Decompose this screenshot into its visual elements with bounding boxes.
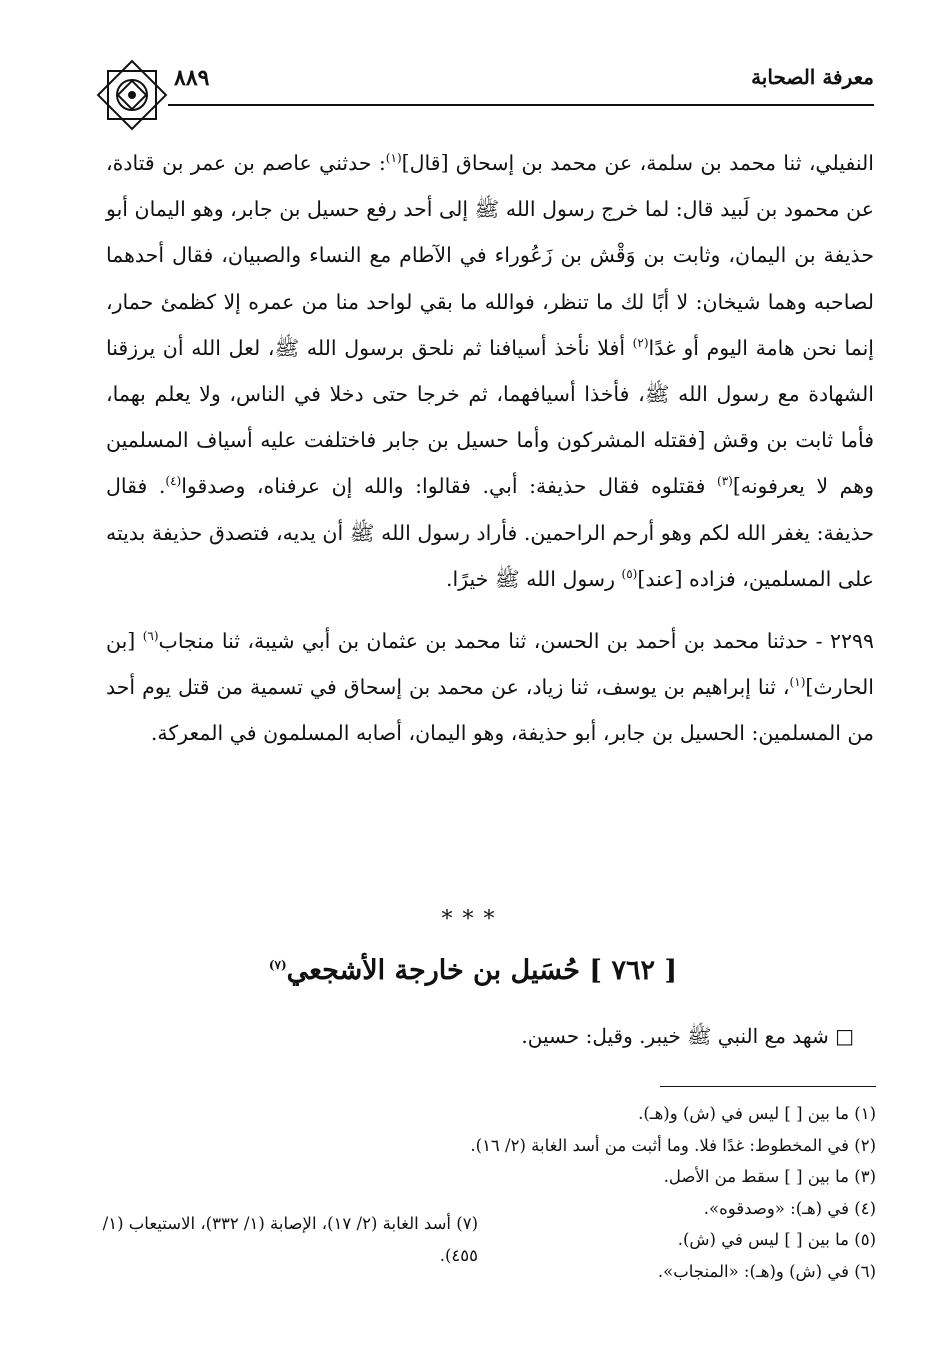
main-text	[106, 140, 874, 757]
paragraph-2299	[106, 618, 874, 757]
page-header	[92, 55, 874, 105]
footnote-7: (٧) أسد الغابة (٢/ ١٧)، الإصابة (١/ ٣٣٢)، الاستيعاب (١/ ٤٥٥).	[102, 1214, 478, 1265]
text-run: ٢٢٩٩ - حدثنا محمد بن أحمد بن الحسن، ثنا محمد بن عثمان بن أبي شيبة، ثنا منجاب	[158, 629, 874, 654]
page-number: ٨٨٩	[174, 65, 210, 91]
footnotes-column-left	[98, 1208, 478, 1271]
text-run: النفيلي، ثنا محمد بن سلمة، عن محمد بن إسحاق [قال]	[401, 151, 874, 175]
paragraph-1	[106, 140, 874, 602]
footnotes-column-right	[456, 1098, 876, 1288]
text-run: : حدثني عاصم بن عمر بن قتادة، عن محمود بن لَبيد قال: لما خرج رسول الله ﷺ إلى أحد رفع حسيل بن جابر، وهو اليمان أبو حذيفة بن اليمان، وثابت بن وَقْش بن زَعُوراء في الآطام مع النساء والصبيان، فقال أحدهما لصاحبه وهما شيخان: لا أبًا لك ما تنظر، فوالله ما بقي لواحد منا من عمره إلا كظمئ حمار، إنما نحن هامة اليوم أو غدًا	[106, 151, 875, 360]
running-title: معرفة الصحابة	[751, 65, 874, 89]
entry-text: □ شهد مع النبي ﷺ خيبر. وقيل: حسين.	[521, 1024, 854, 1048]
entry-heading	[0, 955, 946, 986]
text-run: فقتلوه فقال حذيفة: أبي. فقالوا: والله إن عرفناه، وصدقوا	[181, 474, 717, 499]
footnote-5: (٥) ما بين [ ] ليس في (ش).	[677, 1230, 876, 1250]
footnote-6: (٦) في (ش) و(هـ): «المنجاب».	[657, 1261, 876, 1281]
header-rule	[168, 104, 874, 106]
text-run: رسول الله ﷺ خيرًا.	[446, 566, 622, 591]
footnote-3: (٣) ما بين [ ] سقط من الأصل.	[663, 1167, 876, 1187]
footnote-ref-3: (٣)	[717, 474, 733, 489]
text-run: أفلا نأخذ أسيافنا ثم نلحق برسول الله ﷺ، لعل الله أن يرزقنا الشهادة مع رسول الله ﷺ، فأخذا أسيافهما، ثم خرجا حتى دخلا في الناس، ولا يعلم بهما، فأما ثابت بن وقش [فقتله المشركون وأما حسيل بن جابر فاختلفت عليه أسياف المسلمين وهم لا يعرفونه]	[106, 335, 874, 499]
footnote-ref-4: (٤)	[165, 474, 182, 489]
entry-title: [ ٧٦٢ ] حُسَيل بن خارجة الأشجعي	[286, 955, 678, 986]
footnote-2: (٢) في المخطوط: غدًا فلا. وما أثبت من أسد الغابة (٢/ ١٦).	[470, 1135, 876, 1155]
text-run: [بن الحارث]	[106, 629, 874, 700]
footnote-ref-6: (٦)	[142, 629, 159, 644]
footnote-4: (٤) في (هـ): «وصدقوه».	[703, 1198, 876, 1218]
section-separator: ***	[441, 907, 505, 932]
footnote-ref-1: (١)	[385, 151, 402, 166]
footnote-ref-7: (٧)	[268, 958, 287, 972]
text-run: . فقال حذيفة: يغفر الله لكم وهو أرحم الراحمين. فأراد رسول الله ﷺ أن يديه، فتصدق حذيفة بديته على المسلمين، فزاده [عند]	[106, 474, 874, 591]
footnote-rule	[660, 1086, 876, 1087]
footnote-ref-1b: (١)	[789, 675, 806, 690]
octagram-ornament-icon	[94, 57, 170, 133]
footnote-1: (١) ما بين [ ] ليس في (ش) و(هـ).	[638, 1104, 876, 1123]
text-run: ، ثنا إبراهيم بن يوسف، ثنا زياد، عن محمد بن إسحاق في تسمية من قتل يوم أحد من المسلمين: الحسيل بن جابر، أبو حذيفة، وهو اليمان، أصابه المسلمون في المعركة.	[106, 675, 874, 746]
footnote-ref-5: (٥)	[621, 567, 638, 581]
footnote-ref-2: (٢)	[632, 335, 649, 350]
